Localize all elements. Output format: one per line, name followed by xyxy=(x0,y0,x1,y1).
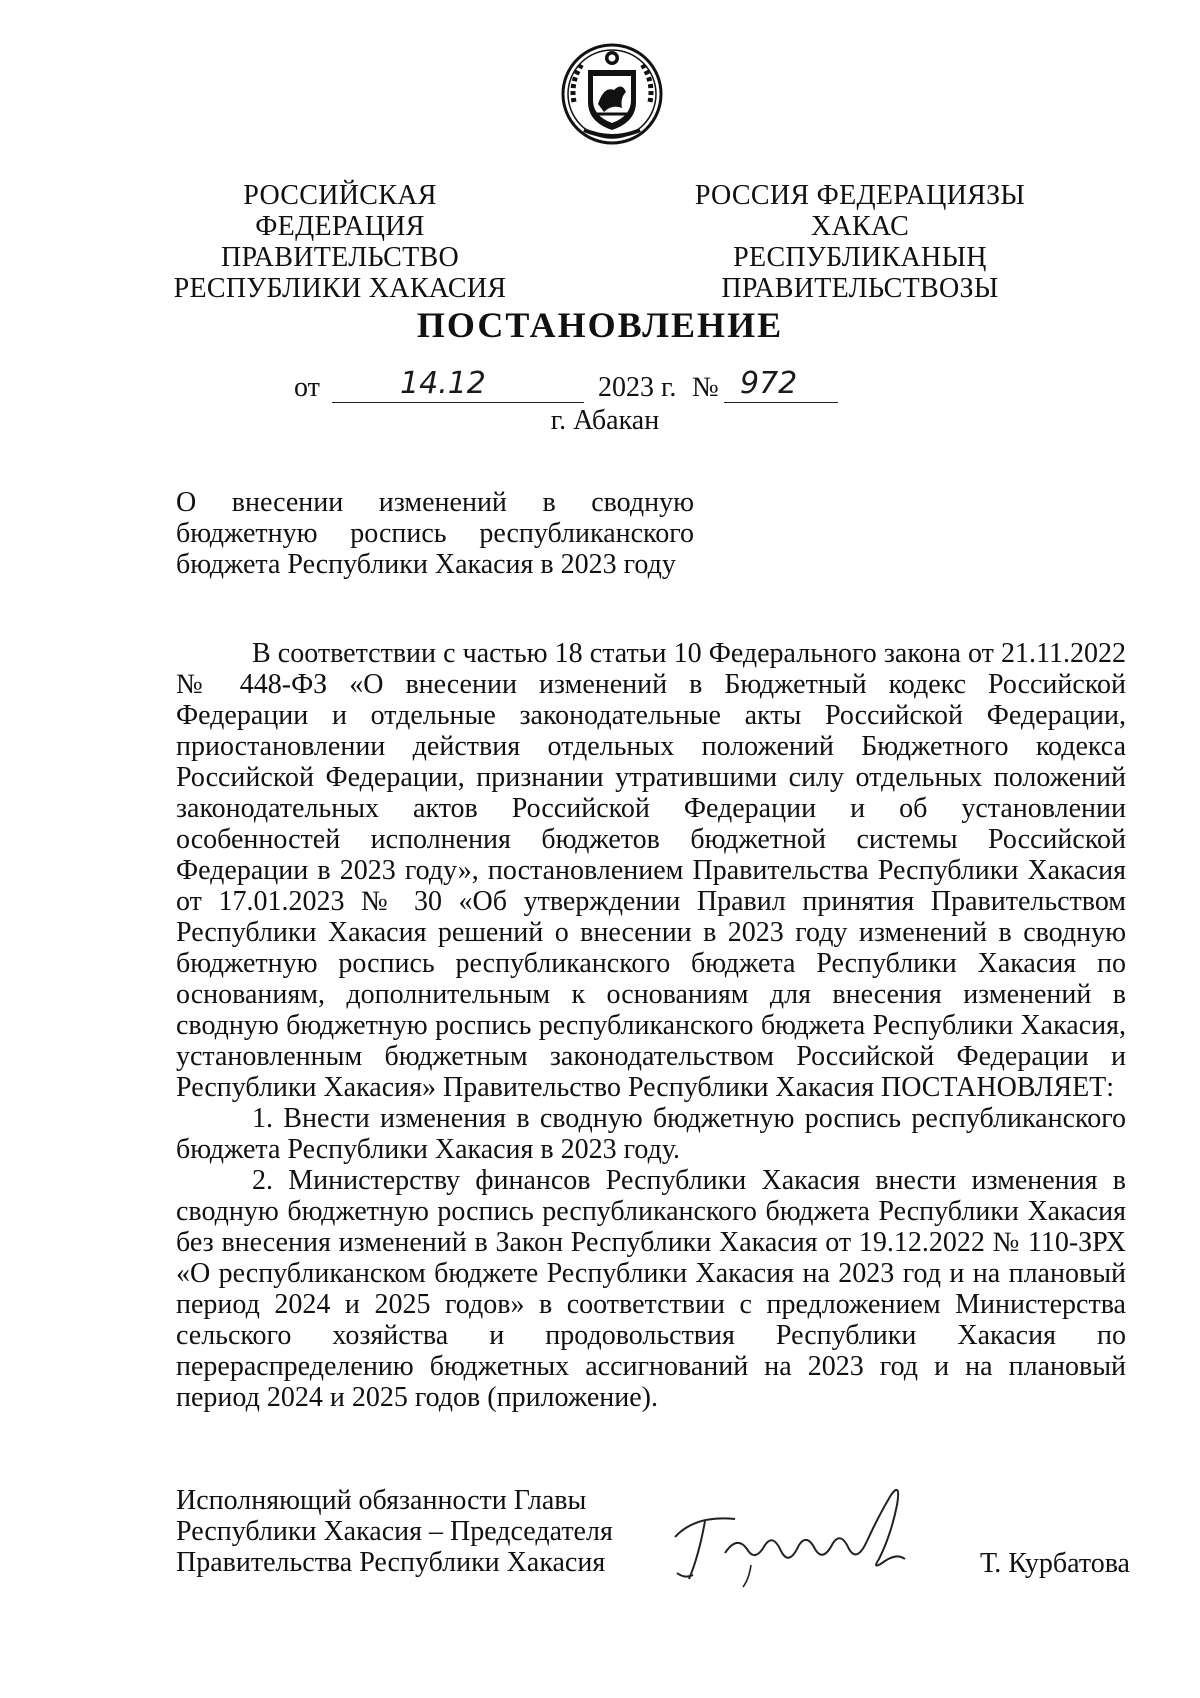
header-ru-line-2: ПРАВИТЕЛЬСТВО xyxy=(220,242,460,273)
number-handwritten: 972 xyxy=(740,366,798,401)
document-title: ПОСТАНОВЛЕНИЕ xyxy=(416,305,784,345)
signatory-position xyxy=(176,1485,616,1578)
header-ru-line-3: РЕСПУБЛИКИ ХАКАСИЯ xyxy=(173,273,507,304)
header-ru-line-1: РОССИЙСКАЯ ФЕДЕРАЦИЯ xyxy=(243,180,437,242)
handwritten-signature-icon xyxy=(665,1475,945,1595)
number-underline xyxy=(724,402,838,403)
signatory-line-1: Исполняющий обязанности Главы xyxy=(176,1485,587,1516)
date-handwritten: 14.12 xyxy=(400,366,486,401)
document-body xyxy=(176,638,1126,1413)
subject-line-3: бюджета Республики Хакасия в 2023 году xyxy=(176,549,676,580)
header-kjh xyxy=(690,180,1030,304)
subject-line-1: О внесении изменений в сводную xyxy=(176,487,694,518)
signer-name: Т. Курбатова xyxy=(980,1548,1130,1579)
header-kjh-line-2: ХАКАС РЕСПУБЛИКАНЫҢ xyxy=(733,211,987,273)
header-kjh-line-3: ПРАВИТЕЛЬСТВОЗЫ xyxy=(721,273,999,304)
date-underline xyxy=(332,402,584,403)
number-sign: № xyxy=(692,372,719,403)
city: г. Абакан xyxy=(550,405,660,436)
signatory-line-2: Республики Хакасия – Председателя xyxy=(176,1516,613,1547)
header-ru xyxy=(170,180,510,304)
date-prefix: от xyxy=(294,372,320,403)
header-kjh-line-1: РОССИЯ ФЕДЕРАЦИЯЗЫ xyxy=(694,180,1026,211)
signatory-line-3: Правительства Республики Хакасия xyxy=(176,1547,606,1578)
document-subject xyxy=(176,487,694,580)
body-paragraph-2: 2. Министерству финансов Республики Хакасия внести изменения в сводную бюджетную роспись республиканского бюджета Республики Хакасия без внесения изменений в Закон Республики Хакасия от 19.12.2022 № 110-ЗРХ «О республиканском бюджете Республики Хакасия на 2023 год и на плановый период 2024 и 2025 годов» в соответствии с предложением Министерства сельского хозяйства и продовольствия Республики Хакасия по перераспределению бюджетных ассигнований на 2023 год и на плановый период 2024 и 2025 годов (приложение). xyxy=(176,1165,1126,1413)
subject-line-2: бюджетную роспись республиканского xyxy=(176,518,694,549)
coat-of-arms-icon xyxy=(560,42,664,146)
body-paragraph-1: 1. Внести изменения в сводную бюджетную роспись республиканского бюджета Республики Хакасия в 2023 году. xyxy=(176,1103,1126,1165)
body-paragraph-preamble: В соответствии с частью 18 статьи 10 Федерального закона от 21.11.2022 № 448-ФЗ «О внесении изменений в Бюджетный кодекс Российской Федерации и отдельные законодательные акты Российской Федерации, приостановлении действия отдельных положений Бюджетного кодекса Российской Федерации, признании утратившими силу отдельных положений законодательных актов Российской Федерации и об установлении особенностей исполнения бюджетов бюджетной системы Российской Федерации в 2023 году», постановлением Правительства Республики Хакасия от 17.01.2023 № 30 «Об утверждении Правил принятия Правительством Республики Хакасия решений о внесении в 2023 году изменений в сводную бюджетную роспись республиканского бюджета Республики Хакасия по основаниям, дополнительным к основаниям для внесения изменений в сводную бюджетную роспись республиканского бюджета Республики Хакасия, установленным бюджетным законодательством Российской Федерации и Республики Хакасия» Правительство Республики Хакасия ПОСТАНОВЛЯЕТ: xyxy=(176,638,1126,1103)
year-label: 2023 г. xyxy=(598,372,677,403)
